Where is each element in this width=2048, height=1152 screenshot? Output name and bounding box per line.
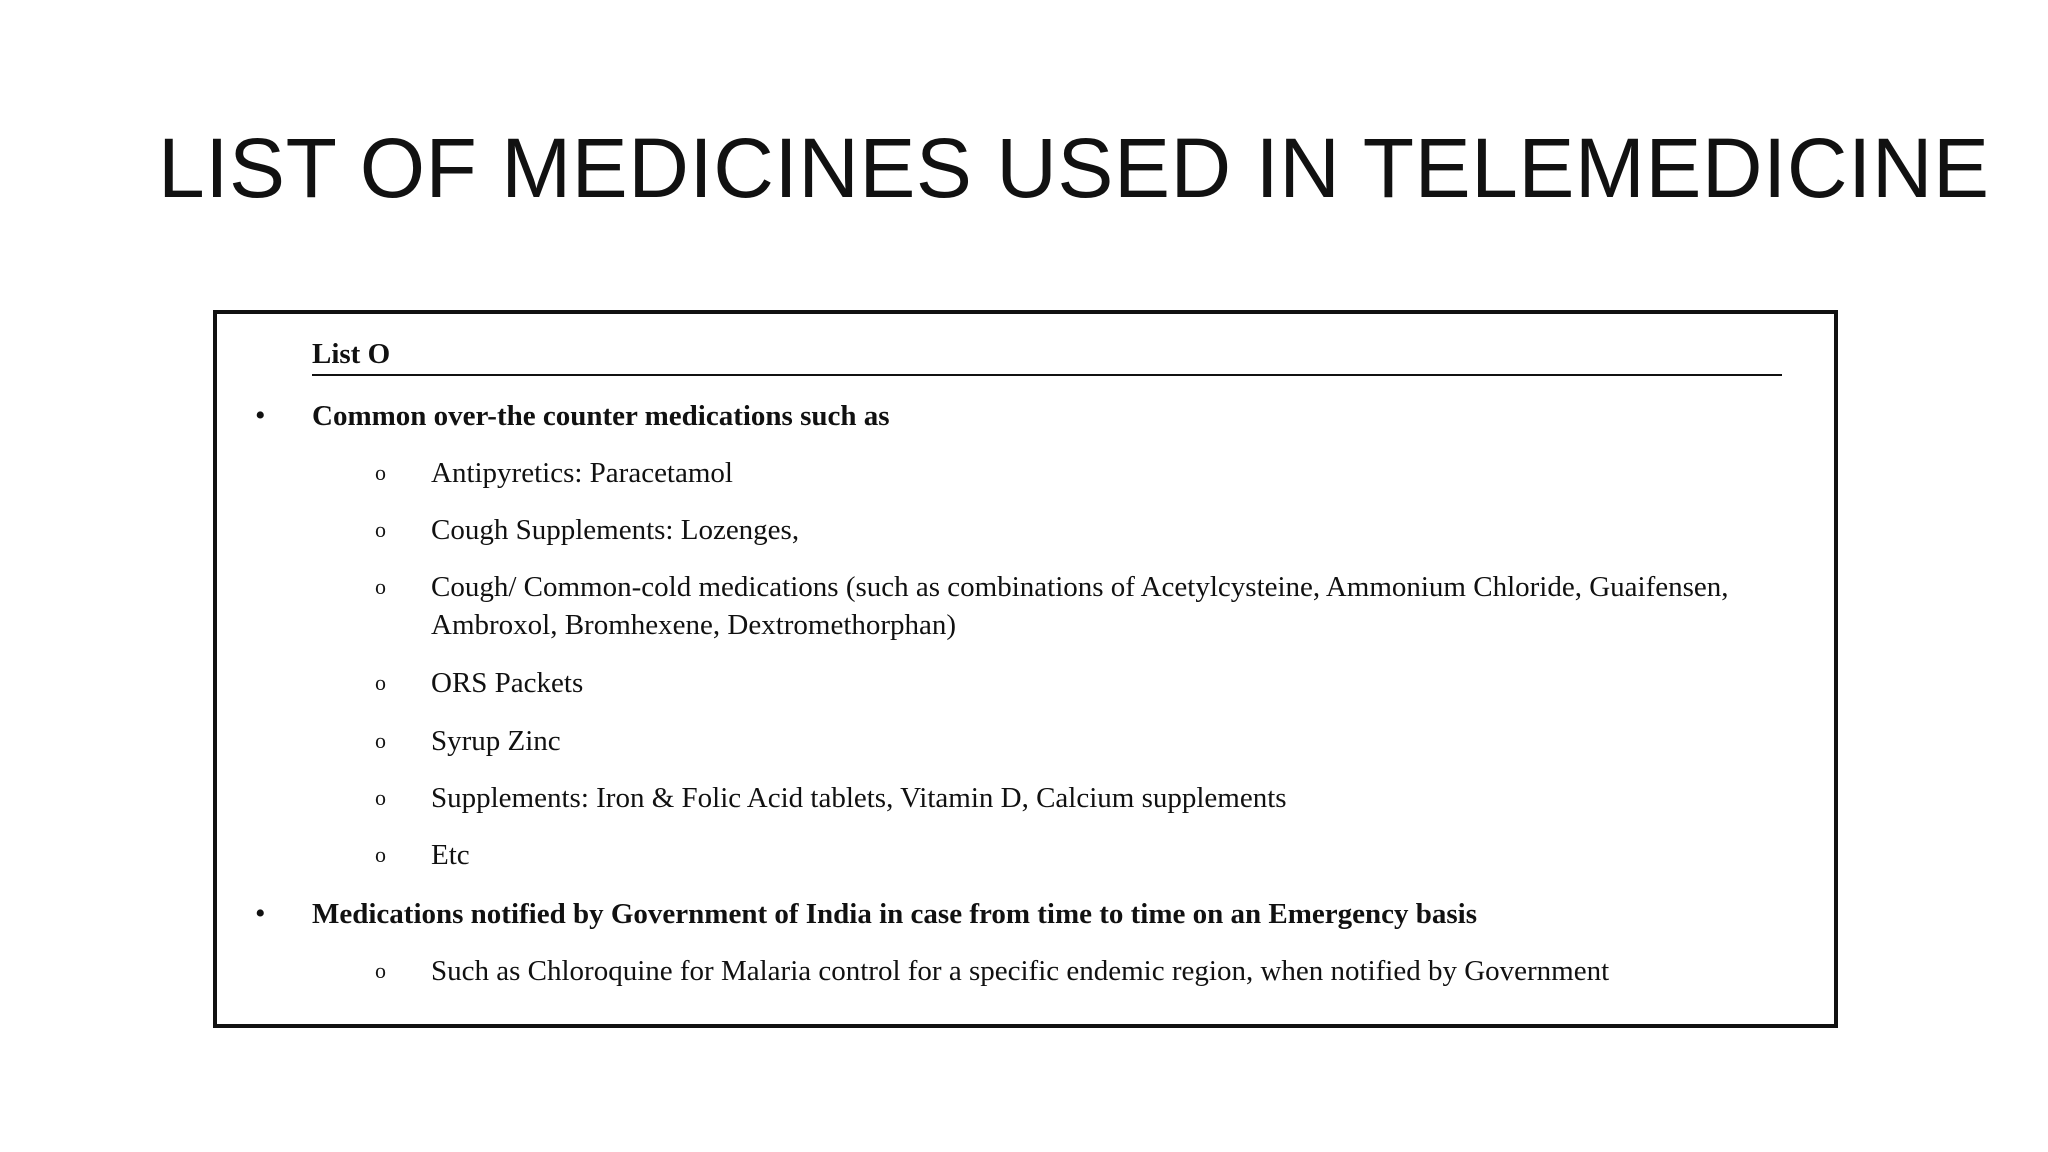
sub-bullet-mark: o (375, 785, 386, 810)
sub-bullet-mark: o (375, 670, 386, 695)
document-image (213, 310, 1838, 1028)
sub-bullet-mark: o (375, 574, 386, 599)
sub-bullet-mark: o (375, 728, 386, 753)
sub-item-text: Etc (431, 839, 470, 871)
sub-bullet-mark: o (375, 842, 386, 867)
bullet-text: Medications notified by Government of India in case from time to time on an Emergency basis (312, 898, 1478, 930)
sub-item-text: Cough Supplements: Lozenges, (431, 514, 800, 546)
sub-item-text: Antipyretics: Paracetamol (431, 457, 733, 489)
bullet-mark: • (255, 897, 266, 930)
slide-title: LIST OF MEDICINES USED IN TELEMEDICINE (158, 121, 1990, 215)
sub-bullet-mark: o (375, 958, 386, 983)
sub-bullet-mark: o (375, 517, 386, 542)
sub-item-text: Syrup Zinc (431, 725, 561, 757)
sub-item-text: Such as Chloroquine for Malaria control for a specific endemic region, when notified by Government (431, 955, 1610, 987)
sub-item-text: Cough/ Common-cold medications (such as combinations of Acetylcysteine, Ammonium Chloride, Guaifensen, Ambroxol, Bromhexene, Dextromethorphan) (431, 571, 1729, 641)
sub-item-text: Supplements: Iron & Folic Acid tablets, Vitamin D, Calcium supplements (431, 782, 1287, 814)
bullet-mark: • (255, 399, 266, 432)
heading-underline (312, 374, 1782, 376)
sub-item-text: ORS Packets (431, 667, 584, 699)
sub-bullet-mark: o (375, 460, 386, 485)
list-heading: List O (312, 338, 391, 370)
bullet-text: Common over-the counter medications such as (312, 400, 890, 432)
